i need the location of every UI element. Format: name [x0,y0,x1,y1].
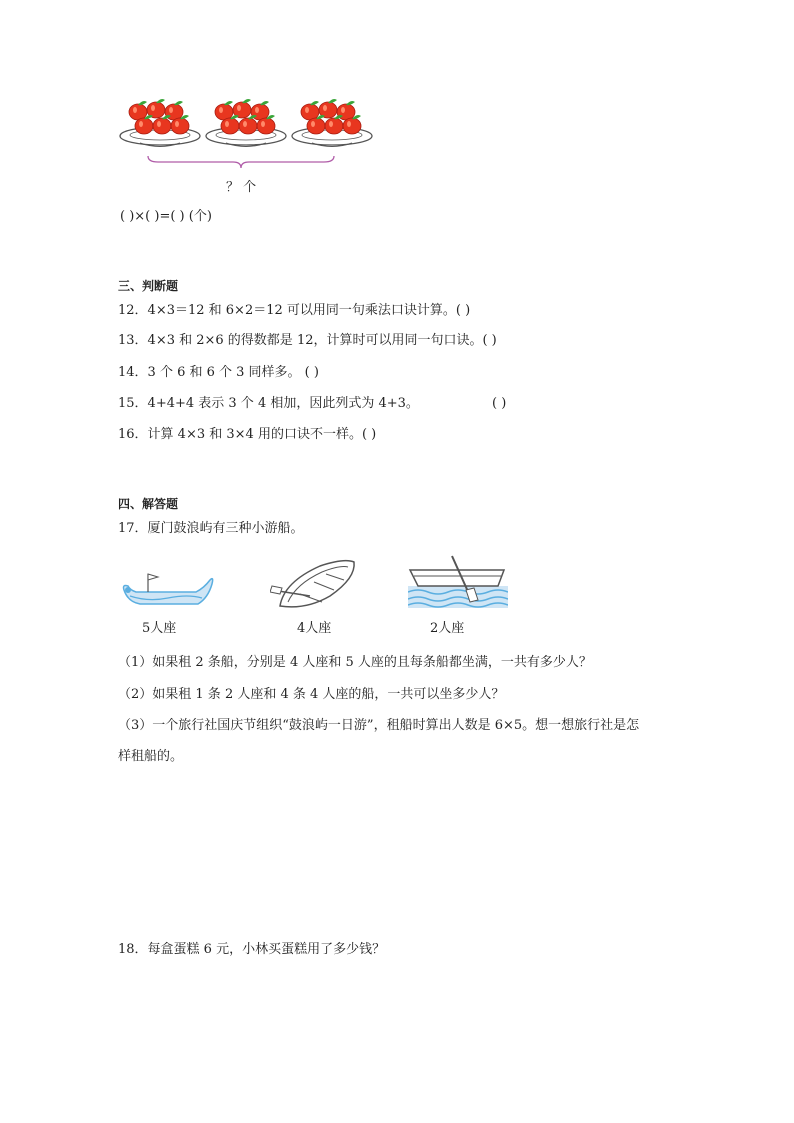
apple-highlight [255,107,259,113]
boat-2-seat-label: 2人座 [430,621,465,636]
apple-highlight [323,105,327,111]
apple-highlight [133,107,137,113]
apple [221,118,239,134]
boat-4-seat-label: 4人座 [297,621,332,636]
apple-plates-image [118,98,388,168]
section-title-answers: 四、解答题 [118,497,179,511]
apple [343,118,361,134]
boat-5-seat [118,568,218,614]
apple-highlight [237,105,241,111]
apple-highlight [169,107,173,113]
question-15-blank: ( ) [492,396,507,411]
apple-leaf [310,101,319,105]
apple-leaf [138,101,147,105]
apple [129,104,147,120]
apple-highlight [219,107,223,113]
rowboat-icon [270,556,360,614]
apple-leaf [328,99,337,103]
apple-highlight [329,121,333,127]
question-12: 12．4×3＝12 和 6×2＝12 可以用同一句乘法口诀计算。( ) [118,303,471,318]
boat-5-seat-label: 5人座 [142,621,177,636]
boat-4-seat [270,556,360,614]
apple-leaf [346,101,355,105]
apple-highlight [347,121,351,127]
question-18: 18．每盒蛋糕 6 元，小林买蛋糕用了多少钱？ [118,942,386,957]
apple [215,104,233,120]
question-15: 15．4+4+4 表示 3 个 4 相加，因此列式为 4+3。 [118,396,419,411]
apple-leaf [156,99,165,103]
apple-leaf [174,101,183,105]
apple-highlight [225,121,229,127]
apple [307,118,325,134]
apple [257,118,275,134]
apple-highlight [175,121,179,127]
apple-highlight [151,105,155,111]
flag-boat-icon [118,568,218,614]
apple [301,104,319,120]
question-17-part-3-line-2: 样租船的。 [118,749,184,764]
oar-boat-icon [408,554,508,608]
apple-leaf [260,101,269,105]
blank-equation: ( )×( )=( ) (个) [120,209,212,224]
apple [135,118,153,134]
brace [148,156,334,168]
apple-highlight [341,107,345,113]
apple-highlight [243,121,247,127]
apple-leaf [224,101,233,105]
question-17-part-2: （2）如果租 1 条 2 人座和 4 条 4 人座的船，一共可以坐多少人？ [118,687,505,702]
apple-highlight [157,121,161,127]
apple-leaf [242,99,251,103]
apple-highlight [139,121,143,127]
question-14: 14．3 个 6 和 6 个 3 同样多。 ( ) [118,365,319,380]
apple [325,118,343,134]
boat-2-seat [408,554,508,608]
question-13: 13．4×3 和 2×6 的得数都是 12，计算时可以用同一句口诀。( ) [118,333,497,348]
apple [239,118,257,134]
apple-plates-figure [118,98,388,168]
apple-highlight [311,121,315,127]
question-17-stem: 17．厦门鼓浪屿有三种小游船。 [118,521,304,536]
question-16: 16．计算 4×3 和 3×4 用的口诀不一样。( ) [118,427,377,442]
question-17-part-1: （1）如果租 2 条船，分别是 4 人座和 5 人座的且每条船都坐满，一共有多少人？ [118,655,592,670]
section-title-judgement: 三、判断题 [118,279,179,293]
brace-label: ？ 个 [226,180,257,195]
apple [153,118,171,134]
question-17-part-3-line-1: （3）一个旅行社国庆节组织“鼓浪屿一日游”，租船时算出人数是 6×5。想一想旅行社是怎 [118,718,640,733]
apple-highlight [305,107,309,113]
apple [171,118,189,134]
apple-highlight [261,121,265,127]
